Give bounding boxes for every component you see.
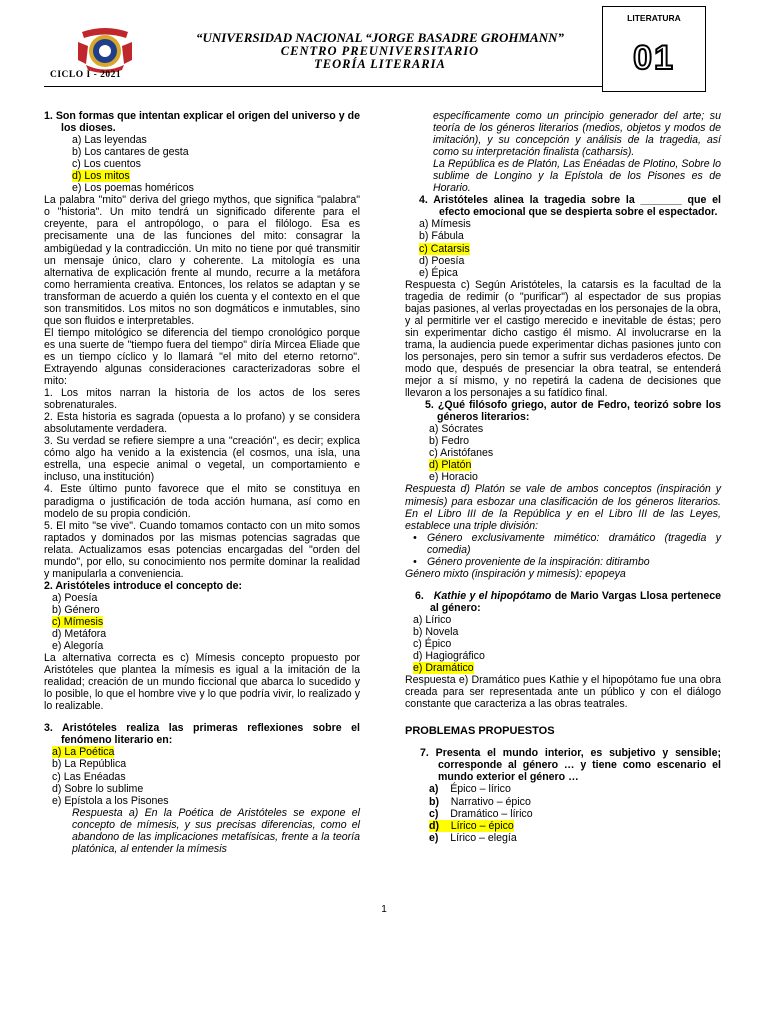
- question-4-stem: 4. Aristóteles alinea la tragedia sobre la _______ que el efecto emocional que se despierta sobre el espectador.: [419, 194, 721, 219]
- badge-number: 01: [633, 39, 675, 77]
- q3-answer-continued-2: La República es de Platón, Las Enéadas de Plotino, Sobre lo sublime de Longino y la Epístola de los Pisones es de Horario.: [433, 158, 721, 195]
- center-name: CENTRO PREUNIVERSITARIO: [280, 44, 480, 58]
- q2-option-b: b) Género: [52, 603, 100, 616]
- q3-answer-continued-1: específicamente como un principio generador del arte; su teoría de los géneros literarios (medios, objetos y modos de imitación), y su concepción y análisis de la tragedia, así como su interpretación finalista (catharsis).: [433, 110, 721, 159]
- q5-bullet-1: • Género exclusivamente mimético: dramático (tragedia y comedia): [405, 532, 721, 556]
- left-column: [44, 110, 360, 855]
- q6-number: 6.: [415, 589, 424, 602]
- q2-option-e: e) Alegoría: [52, 640, 104, 653]
- cycle-label: CICLO I - 2021: [50, 70, 122, 80]
- q6-option-a: a) Lírico: [413, 613, 452, 626]
- university-name: “UNIVERSIDAD NACIONAL “JORGE BASADRE GROHMANN”: [196, 30, 564, 45]
- q5-bullet-2: • Género proveniente de la inspiración: ditirambo: [405, 556, 721, 568]
- subject-badge: [602, 6, 706, 92]
- q6-option-d: d) Hagiográfico: [413, 650, 485, 663]
- q6-stem-rest: de Mario Vargas Llosa pertenece al género:: [430, 589, 721, 614]
- q1-option-d-correct: d) Los mitos: [72, 170, 130, 183]
- q6-option-e-correct: e) Dramático: [413, 662, 474, 675]
- q2-option-d: d) Metáfora: [52, 628, 107, 641]
- question-1-stem: 1. Son formas que intentan explicar el origen del universo y de los dioses.: [44, 110, 360, 135]
- q5-option-d-correct: d) Platón: [429, 459, 472, 472]
- q4-answer: Respuesta c) Según Aristóteles, la catarsis es la facultad de la tragedia de redimir (o "purificar") al espectador de sus propias bajas pasiones, al verlas proyectadas en los personajes de la obra, y al permitirle ver el castigo merecido e inevitable de éstas; pero sin experimentar dicho castigo él mismo. Al involucrarse en la trama, la audiencia puede experimentar dichas pasiones junto con los personajes, pero sin temor a sufrir sus verdaderos efectos. De modo que, después de presenciar la obra teatral, se entenderá mejor a sí mismo, y no repetirá la cadena de decisiones que llevaron a los personajes a su fatídico final.: [405, 278, 721, 400]
- question-2-stem: 2. Aristóteles introduce el concepto de:: [44, 579, 242, 592]
- q3-option-c: c) Las Enéadas: [52, 770, 126, 783]
- q6-title: Kathie y el hipopótamo: [433, 589, 552, 602]
- q7-option-a: a) Épico – lírico: [429, 783, 511, 796]
- q4-option-c-correct: c) Catarsis: [419, 242, 470, 255]
- q1-point-5: 5. El mito "se vive". Cuando tomamos contacto con un mito somos raptados y dominados por las mismas potencias sagradas que relata. Actualizamos esas potencias encargadas del "orden del mundo", por ello, su conocimiento nos permite dominar la realidad y manipularla a conveniencia.: [44, 519, 360, 580]
- badge-label: LITERATURA: [627, 13, 681, 23]
- question-6-stem: [405, 590, 721, 614]
- q2-option-a: a) Poesía: [52, 591, 98, 604]
- q1-option-c: c) Los cuentos: [72, 158, 141, 171]
- right-column: [405, 110, 721, 844]
- q4-option-a: a) Mímesis: [419, 218, 471, 231]
- question-3-stem: 3. Aristóteles realiza las primeras reflexiones sobre el fenómeno literario en:: [44, 722, 360, 747]
- q1-option-e: e) Los poemas homéricos: [72, 182, 194, 195]
- q3-option-b: b) La República: [52, 758, 127, 771]
- q7-option-e: e) Lírico – elegía: [429, 831, 517, 844]
- q2-option-c-correct: c) Mímesis: [52, 615, 104, 628]
- q1-explanation-2: El tiempo mitológico se diferencia del tiempo cronológico porque es una suerte de "tiempo fuera del tiempo" diría Mircea Eliade que es un tiempo cíclico y lo llamará "el mito del eterno retorno". Extrayendo algunas consideraciones caracterizadoras sobre el mito:: [44, 326, 360, 388]
- q4-option-b: b) Fábula: [419, 230, 464, 243]
- q5-option-c: c) Aristófanes: [429, 447, 494, 460]
- question-5-stem: 5. ¿Qué filósofo griego, autor de Fedro, teorizó sobre los géneros literarios:: [425, 399, 721, 424]
- q3-option-a-correct: a) La Poética: [52, 746, 115, 759]
- q5-answer: Respuesta d) Platón se vale de ambos conceptos (inspiración y mimesis) para esbozar una clasificación de los géneros literarios. En el Libro III de la República y en el Libro III de las Leyes, establece una triple división:: [405, 483, 721, 532]
- q5-option-e: e) Horacio: [429, 471, 478, 484]
- q3-answer: Respuesta a) En la Poética de Aristóteles se expone el concepto de mímesis, y sus precisas diferencias, como el abandono de las implicaciones metafísicas, frente a la teoría platónica, al entender la mímesis: [72, 806, 360, 855]
- q6-option-c: c) Épico: [413, 638, 452, 651]
- q1-point-2: 2. Esta historia es sagrada (opuesta a lo profano) y se considera absolutamente verdadera.: [44, 411, 360, 436]
- q7-option-c: c) Dramático – lírico: [429, 807, 533, 820]
- q5-option-a: a) Sócrates: [429, 423, 484, 436]
- q1-point-3: 3. Su verdad se refiere siempre a una "creación", es decir; explica cómo algo ha venido a la existencia (el cosmos, una isla, una estrella, una especie animal o vegetal, un comportamiento e incluso, una institución): [44, 435, 360, 484]
- q1-explanation-1: La palabra "mito" deriva del griego mythos, que significa "palabra" o "historia". Un mito tendrá un significado diferente para el creyente, para el antropólogo, o para el filólogo. Esa es precisamente una de las funciones del mito: consagrar la ambigüedad y la contradicción. Un mito no tiene por qué transmitir un mensaje único, claro y coherente. La mitología es una alternativa de explicación frente al mundo, recurre a la metáfora como herramienta creativa. Entonces, los relatos se adaptan y se transforman de acuerdo a quién los cuenta y el contexto en el que son transmitidos. Los mitos no son dogmáticos e inmutables, sino que son fluidos e interpretables.: [44, 194, 360, 327]
- header-rule: [44, 86, 602, 87]
- q4-option-d: d) Poesía: [419, 254, 465, 267]
- q7-option-b: b) Narrativo – épico: [429, 795, 531, 808]
- q3-option-e: e) Epístola a los Pisones: [52, 794, 169, 807]
- q4-option-e: e) Épica: [419, 266, 458, 279]
- q2-explanation: La alternativa correcta es c) Mímesis concepto propuesto por Aristóteles que plantea la mímesis es igual a la imitación de la realidad; creación de un mundo ficcional que abarca lo sucedido y lo posible, lo que el hombre vive y lo que podría vivir, lo realizado y lo realizable.: [44, 652, 360, 713]
- q5-option-b: b) Fedro: [429, 435, 470, 448]
- page-number: 1: [381, 904, 387, 915]
- q1-point-4: 4. Este último punto favorece que el mito se constituya en paradigma o justificación de toda acción humana, así como en modelo de su propia condición.: [44, 483, 360, 520]
- q6-option-b: b) Novela: [413, 625, 459, 638]
- q1-option-a: a) Las leyendas: [72, 134, 147, 147]
- university-crest-logo: [74, 24, 136, 74]
- q1-point-1: 1. Los mitos narran la historia de los actos de los seres sobrenaturales.: [44, 387, 360, 412]
- q7-option-d: [405, 820, 721, 832]
- q6-answer: Respuesta e) Dramático pues Kathie y el hipopótamo fue una obra creada para ser representada ante un público y con el diálogo constante que caracteriza a las obras teatrales.: [405, 674, 721, 711]
- q7-option-d-highlight: d) Lírico – épico: [429, 819, 514, 832]
- section-heading: PROBLEMAS PROPUESTOS: [405, 725, 555, 738]
- question-7-stem: 7. Presenta el mundo interior, es subjetivo y sensible; corresponde al género … y tiene como escenario el mundo exterior el género …: [420, 747, 721, 784]
- q5-answer-last: Género mixto (inspiración y mimesis): epopeya: [405, 567, 626, 580]
- q1-option-b: b) Los cantares de gesta: [72, 146, 189, 159]
- subject-title: TEORÍA LITERARIA: [314, 57, 446, 71]
- q3-option-d: d) Sobre lo sublime: [52, 782, 144, 795]
